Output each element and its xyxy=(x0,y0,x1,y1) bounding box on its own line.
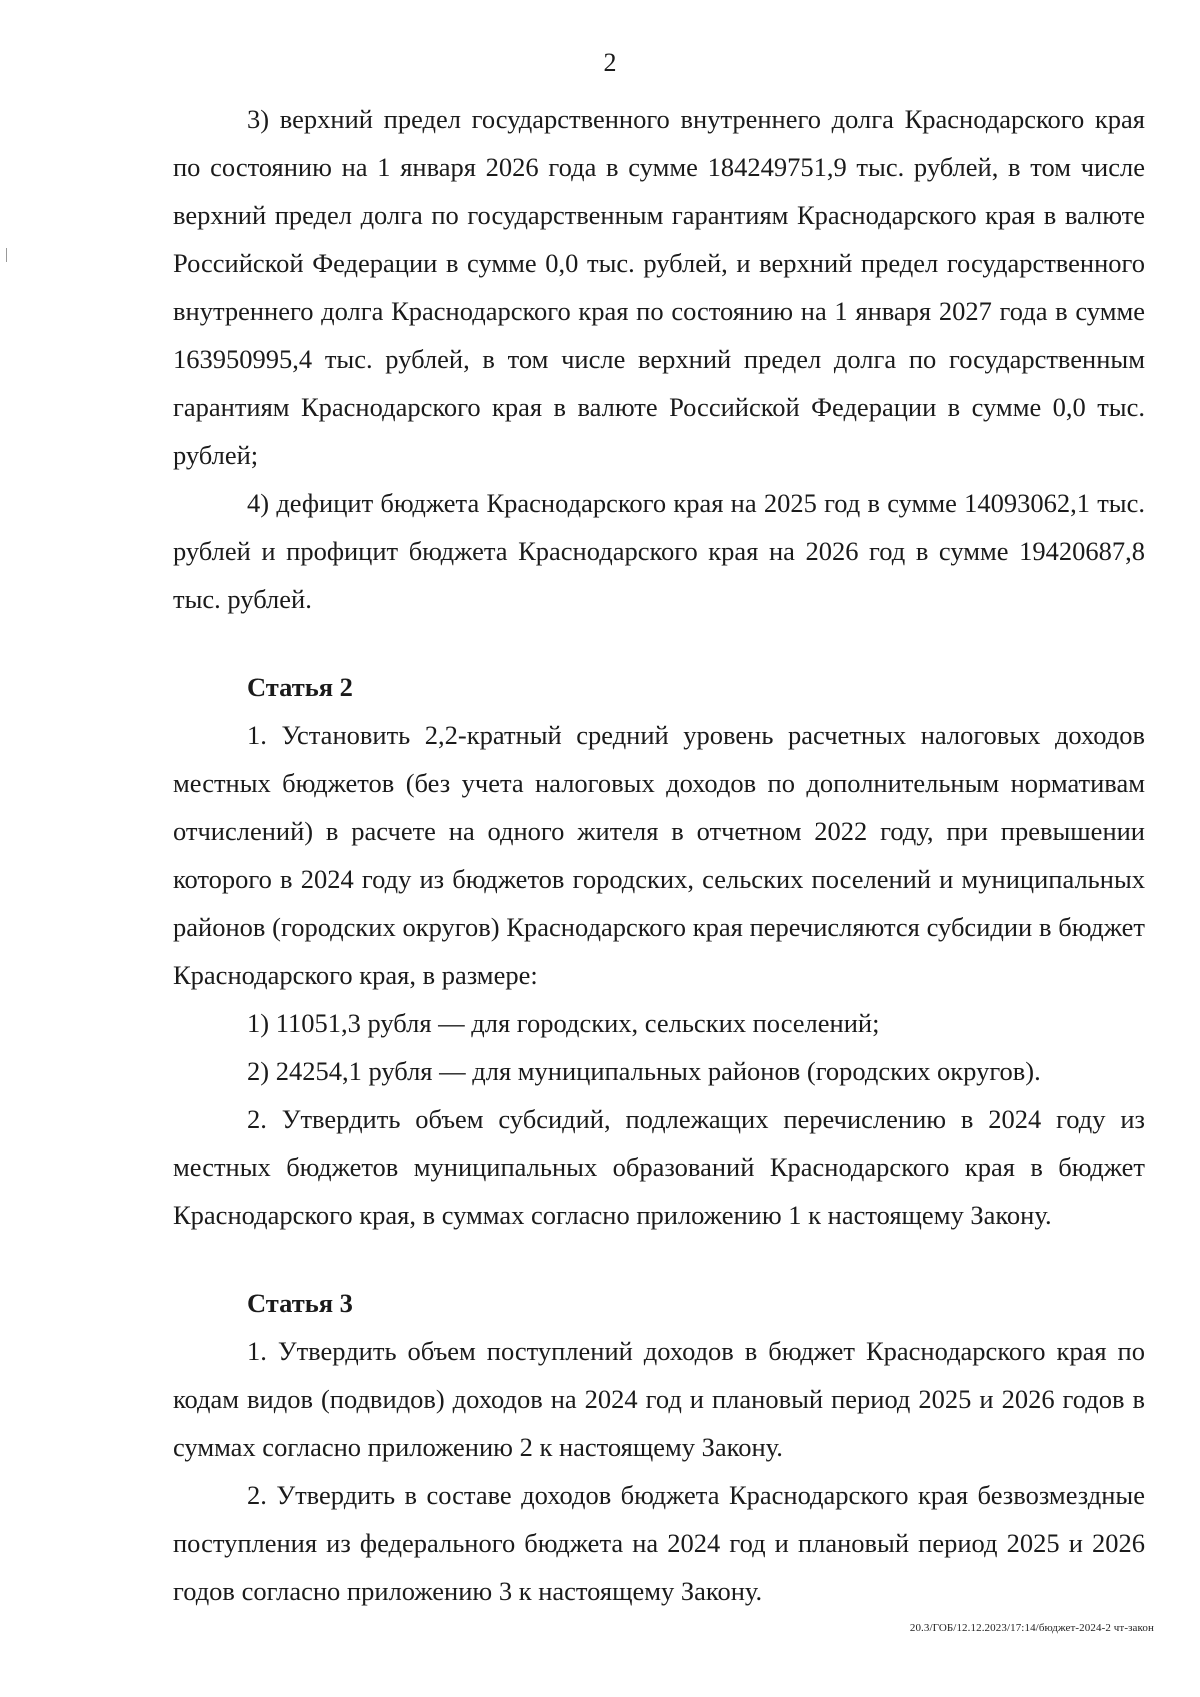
article-heading-3: Статья 3 xyxy=(247,1288,353,1318)
scan-margin-mark xyxy=(6,248,7,262)
paragraph-article2-item1: 1. Установить 2,2-кратный средний уровень расчетных налоговых доходов местных бюджетов (без учета налоговых доходов по дополнительным нормативам отчислений) в расчете на одного жителя в отчетном 2022 году, при превышении которого в 2024 году из бюджетов городских, сельских поселений и муниципальных районов (городских округов) Краснодарского края перечисляются субсидии в бюджет Краснодарского края, в размере: xyxy=(173,720,1145,990)
page-number: 2 xyxy=(603,48,617,77)
list-item-districts: 2) 24254,1 рубля — для муниципальных районов (городских округов). xyxy=(247,1056,1041,1086)
paragraph-debt-limit: 3) верхний предел государственного внутреннего долга Краснодарского края по состоянию на 1 января 2026 года в сумме 184249751,9 тыс. рублей, в том числе верхний предел долга по государственным гарантиям Краснодарского края в валюте Российской Федерации в сумме 0,0 тыс. рублей, и верхний предел государственного внутреннего долга Краснодарского края по состоянию на 1 января 2027 года в сумме 163950995,4 тыс. рублей, в том числе верхний предел долга по государственным гарантиям Краснодарского края в валюте Российской Федерации в сумме 0,0 тыс. рублей; xyxy=(173,104,1145,470)
article-heading-2: Статья 2 xyxy=(247,672,353,702)
footer-document-code: 20.3/ГОБ/12.12.2023/17:14/бюджет-2024-2 чт-закон xyxy=(909,1622,1154,1634)
paragraph-article2-item2: 2. Утвердить объем субсидий, подлежащих перечислению в 2024 году из местных бюджетов муниципальных образований Краснодарского края в бюджет Краснодарского края, в суммах согласно приложению 1 к настоящему Закону. xyxy=(173,1104,1145,1230)
paragraph-article3-item2: 2. Утвердить в составе доходов бюджета Краснодарского края безвозмездные поступления из федерального бюджета на 2024 год и плановый период 2025 и 2026 годов согласно приложению 3 к настоящему Закону. xyxy=(173,1480,1145,1606)
paragraph-deficit: 4) дефицит бюджета Краснодарского края на 2025 год в сумме 14093062,1 тыс. рублей и профицит бюджета Краснодарского края на 2026 год в сумме 19420687,8 тыс. рублей. xyxy=(173,488,1145,614)
list-item-settlements: 1) 11051,3 рубля — для городских, сельских поселений; xyxy=(247,1008,880,1038)
document-body xyxy=(173,95,1145,1615)
paragraph-article3-item1: 1. Утвердить объем поступлений доходов в бюджет Краснодарского края по кодам видов (подвидов) доходов на 2024 год и плановый период 2025 и 2026 годов в суммах согласно приложению 2 к настоящему Закону. xyxy=(173,1336,1145,1462)
